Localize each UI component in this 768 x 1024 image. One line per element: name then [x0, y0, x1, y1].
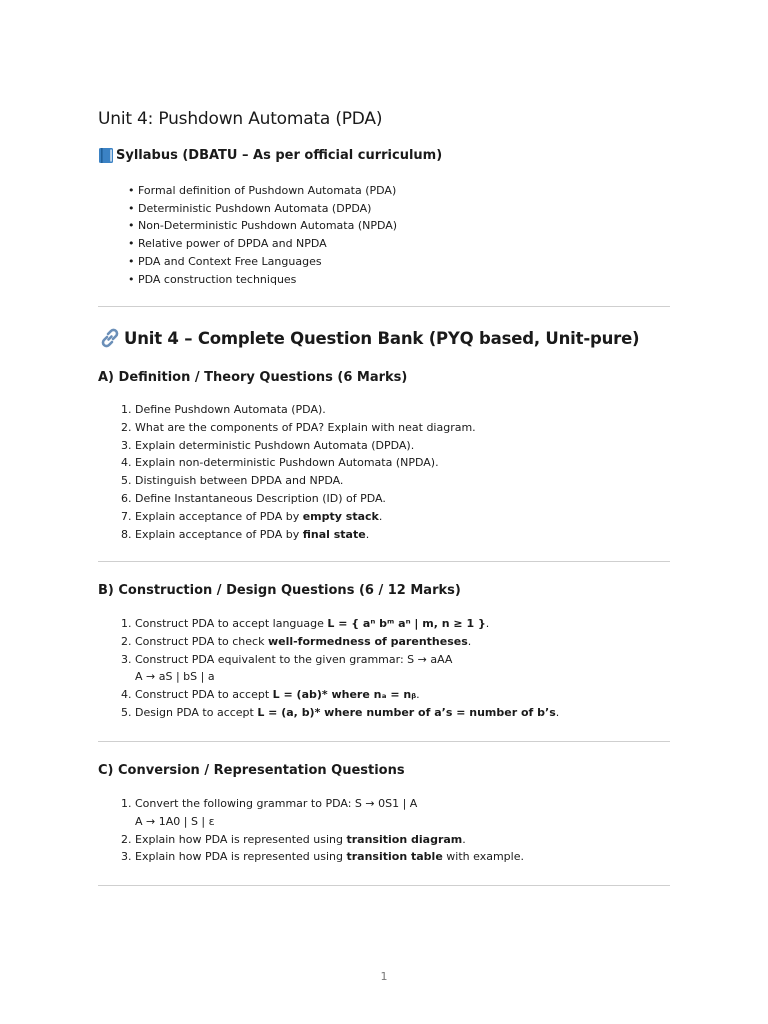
question-bank-heading-text: Unit 4 – Complete Question Bank (PYQ based, Unit-pure) [124, 328, 640, 348]
list-item [135, 795, 524, 831]
list-item: • Non-Deterministic Pushdown Automata (NPDA) [128, 217, 397, 235]
question-end: . [467, 634, 472, 648]
list-item: 5. Distinguish between DPDA and NPDA. [135, 472, 476, 490]
section-c-list [122, 795, 524, 866]
question-emphasis: L = (ab)* where nₐ = nᵦ [272, 688, 417, 702]
question-text: Construct PDA to check [135, 634, 268, 648]
section-c-heading: C) Conversion / Representation Questions [98, 763, 405, 778]
question-text: Explain how PDA is represented using [135, 832, 347, 846]
question-emphasis: transition diagram [346, 832, 463, 846]
question-end: . [462, 832, 466, 846]
question-emphasis: final state [302, 527, 366, 541]
question-emphasis: well-formedness of parentheses [267, 634, 468, 648]
question-end: with example. [442, 850, 524, 864]
list-item [135, 848, 524, 866]
list-item [135, 686, 559, 704]
question-text: Explain how PDA is represented using [135, 850, 347, 864]
syllabus-heading [98, 147, 442, 164]
list-item: 3. Explain deterministic Pushdown Automata (DPDA). [135, 437, 476, 455]
question-text: 1. Convert the following grammar to PDA: S → 0S1 | A [135, 797, 418, 810]
link-icon [98, 326, 122, 350]
list-item: • PDA construction techniques [128, 271, 397, 289]
question-end: . [416, 688, 420, 702]
list-item: 6. Define Instantaneous Description (ID) of PDA. [135, 490, 476, 508]
syllabus-heading-text: Syllabus (DBATU – As per official curriculum) [116, 148, 443, 163]
divider [98, 885, 670, 886]
question-end: . [555, 705, 560, 719]
list-item [135, 831, 524, 849]
divider [98, 306, 670, 307]
section-b-list [122, 615, 559, 722]
question-text: Explain acceptance of PDA by [135, 527, 303, 541]
question-text: Construct PDA to accept [135, 688, 273, 702]
question-emphasis: L = { aⁿ bᵐ aⁿ | m, n ≥ 1 } [327, 617, 486, 630]
list-item [135, 651, 559, 687]
syllabus-list [128, 182, 397, 288]
section-a-heading: A) Definition / Theory Questions (6 Marks) [98, 370, 408, 385]
list-item: 4. Explain non-deterministic Pushdown Automata (NPDA). [135, 454, 476, 472]
question-bank-heading [98, 326, 639, 350]
list-item [135, 615, 559, 633]
question-emphasis: empty stack [302, 509, 379, 523]
section-b-heading: B) Construction / Design Questions (6 / 12 Marks) [98, 583, 461, 598]
question-emphasis: L = (a, b)* where number of a’s = number of b’s [257, 705, 556, 719]
question-text: Construct PDA to accept language [135, 617, 328, 630]
question-text: 3. Construct PDA equivalent to the given grammar: S → aAA [135, 652, 453, 666]
question-end: . [378, 509, 383, 523]
grammar-continuation: A → aS | bS | a [135, 670, 215, 684]
question-emphasis: transition table [346, 850, 443, 864]
section-a-list [122, 401, 476, 543]
question-end: . [485, 617, 490, 630]
divider [98, 741, 670, 742]
list-item: 1. Define Pushdown Automata (PDA). [135, 401, 476, 419]
blue-book-icon [98, 147, 114, 164]
question-text: Explain acceptance of PDA by [135, 509, 303, 523]
list-item: • PDA and Context Free Languages [128, 253, 397, 271]
list-item [135, 508, 476, 526]
page-number: 1 [380, 970, 388, 983]
grammar-continuation: A → 1A0 | S | ε [135, 814, 215, 828]
list-item [135, 633, 559, 651]
list-item: • Relative power of DPDA and NPDA [128, 235, 397, 253]
list-item: • Formal definition of Pushdown Automata (PDA) [128, 182, 397, 200]
page-title: Unit 4: Pushdown Automata (PDA) [98, 109, 383, 129]
list-item [135, 526, 476, 544]
list-item [135, 704, 559, 722]
list-item: • Deterministic Pushdown Automata (DPDA) [128, 200, 397, 218]
question-text: Design PDA to accept [135, 705, 258, 719]
question-end: . [365, 527, 370, 541]
divider [98, 561, 670, 562]
list-item: 2. What are the components of PDA? Explain with neat diagram. [135, 419, 476, 437]
